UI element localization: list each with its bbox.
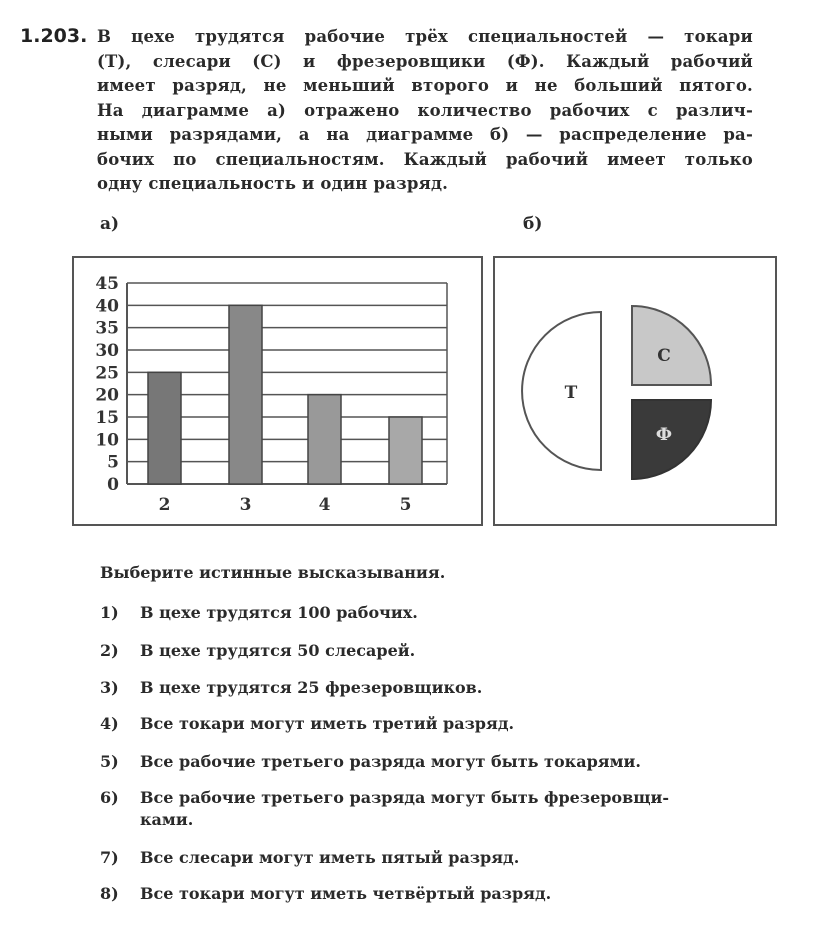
option-text: В цехе трудятся 100 рабочих.: [140, 603, 418, 622]
option-number: 5): [100, 752, 119, 771]
y-tick-label: 10: [95, 430, 119, 451]
option-number: 3): [100, 678, 119, 697]
x-tick-label: 4: [318, 495, 331, 515]
x-tick-label: 2: [158, 495, 171, 515]
pie-slice-label: Ф: [655, 425, 673, 445]
pie-slice-label: Т: [564, 383, 578, 403]
y-tick-label: 45: [95, 274, 119, 294]
option-number: 8): [100, 884, 119, 903]
statement-line: бочих по специальностям. Каждый рабочий имеет только: [97, 149, 753, 169]
statement-line: ными разрядами, а на диаграмме б) — распределение ра-: [97, 125, 753, 144]
y-tick-label: 25: [95, 363, 119, 384]
statement-line: В цехе трудятся рабочие трёх специальностей — токари: [97, 27, 753, 46]
statement-line: имеет разряд, не меньший второго и не больший пятого.: [97, 76, 753, 95]
option-text: Все рабочие третьего разряда могут быть токарями.: [140, 752, 641, 771]
y-tick-label: 5: [107, 452, 119, 473]
statement-line: (Т), слесари (С) и фрезеровщики (Ф). Каждый рабочий: [97, 51, 753, 71]
problem-number: 1.203.: [20, 25, 88, 47]
option-text: Все рабочие третьего разряда могут быть фрезеровщи-: [140, 788, 670, 807]
y-tick-label: 15: [95, 408, 119, 428]
y-tick-label: 0: [107, 475, 119, 495]
question-text: Выберите истинные высказывания.: [100, 563, 446, 582]
option-number: 4): [100, 714, 119, 733]
y-tick-label: 20: [95, 385, 119, 406]
option-text: В цехе трудятся 25 фрезеровщиков.: [140, 678, 483, 697]
chart-b-label: б): [523, 214, 543, 234]
option-number: 7): [100, 848, 119, 867]
pie-slice-label: С: [657, 346, 671, 366]
chart-a-label: а): [100, 214, 120, 234]
bar: [148, 372, 181, 484]
x-tick-label: 3: [239, 495, 252, 515]
y-tick-label: 35: [95, 318, 119, 339]
bar: [229, 305, 262, 484]
bar: [389, 417, 422, 484]
y-tick-label: 30: [95, 341, 119, 361]
option-text: Все слесари могут иметь пятый разряд.: [140, 848, 520, 867]
pie-slice-t: [522, 312, 601, 470]
option-text: В цехе трудятся 50 слесарей.: [140, 641, 416, 660]
statement-line: На диаграмме а) отражено количество рабочих с различ-: [97, 100, 753, 120]
option-number: 1): [100, 603, 119, 622]
x-tick-label: 5: [399, 495, 412, 515]
pie-slice-s: [632, 306, 711, 385]
option-text: Все токари могут иметь четвёртый разряд.: [140, 884, 552, 903]
option-text: ками.: [140, 810, 194, 829]
option-number: 6): [100, 788, 119, 807]
option-number: 2): [100, 641, 119, 660]
y-tick-label: 40: [95, 296, 119, 317]
bar: [308, 395, 341, 484]
statement-line: одну специальность и один разряд.: [97, 174, 449, 193]
option-text: Все токари могут иметь третий разряд.: [140, 714, 515, 733]
